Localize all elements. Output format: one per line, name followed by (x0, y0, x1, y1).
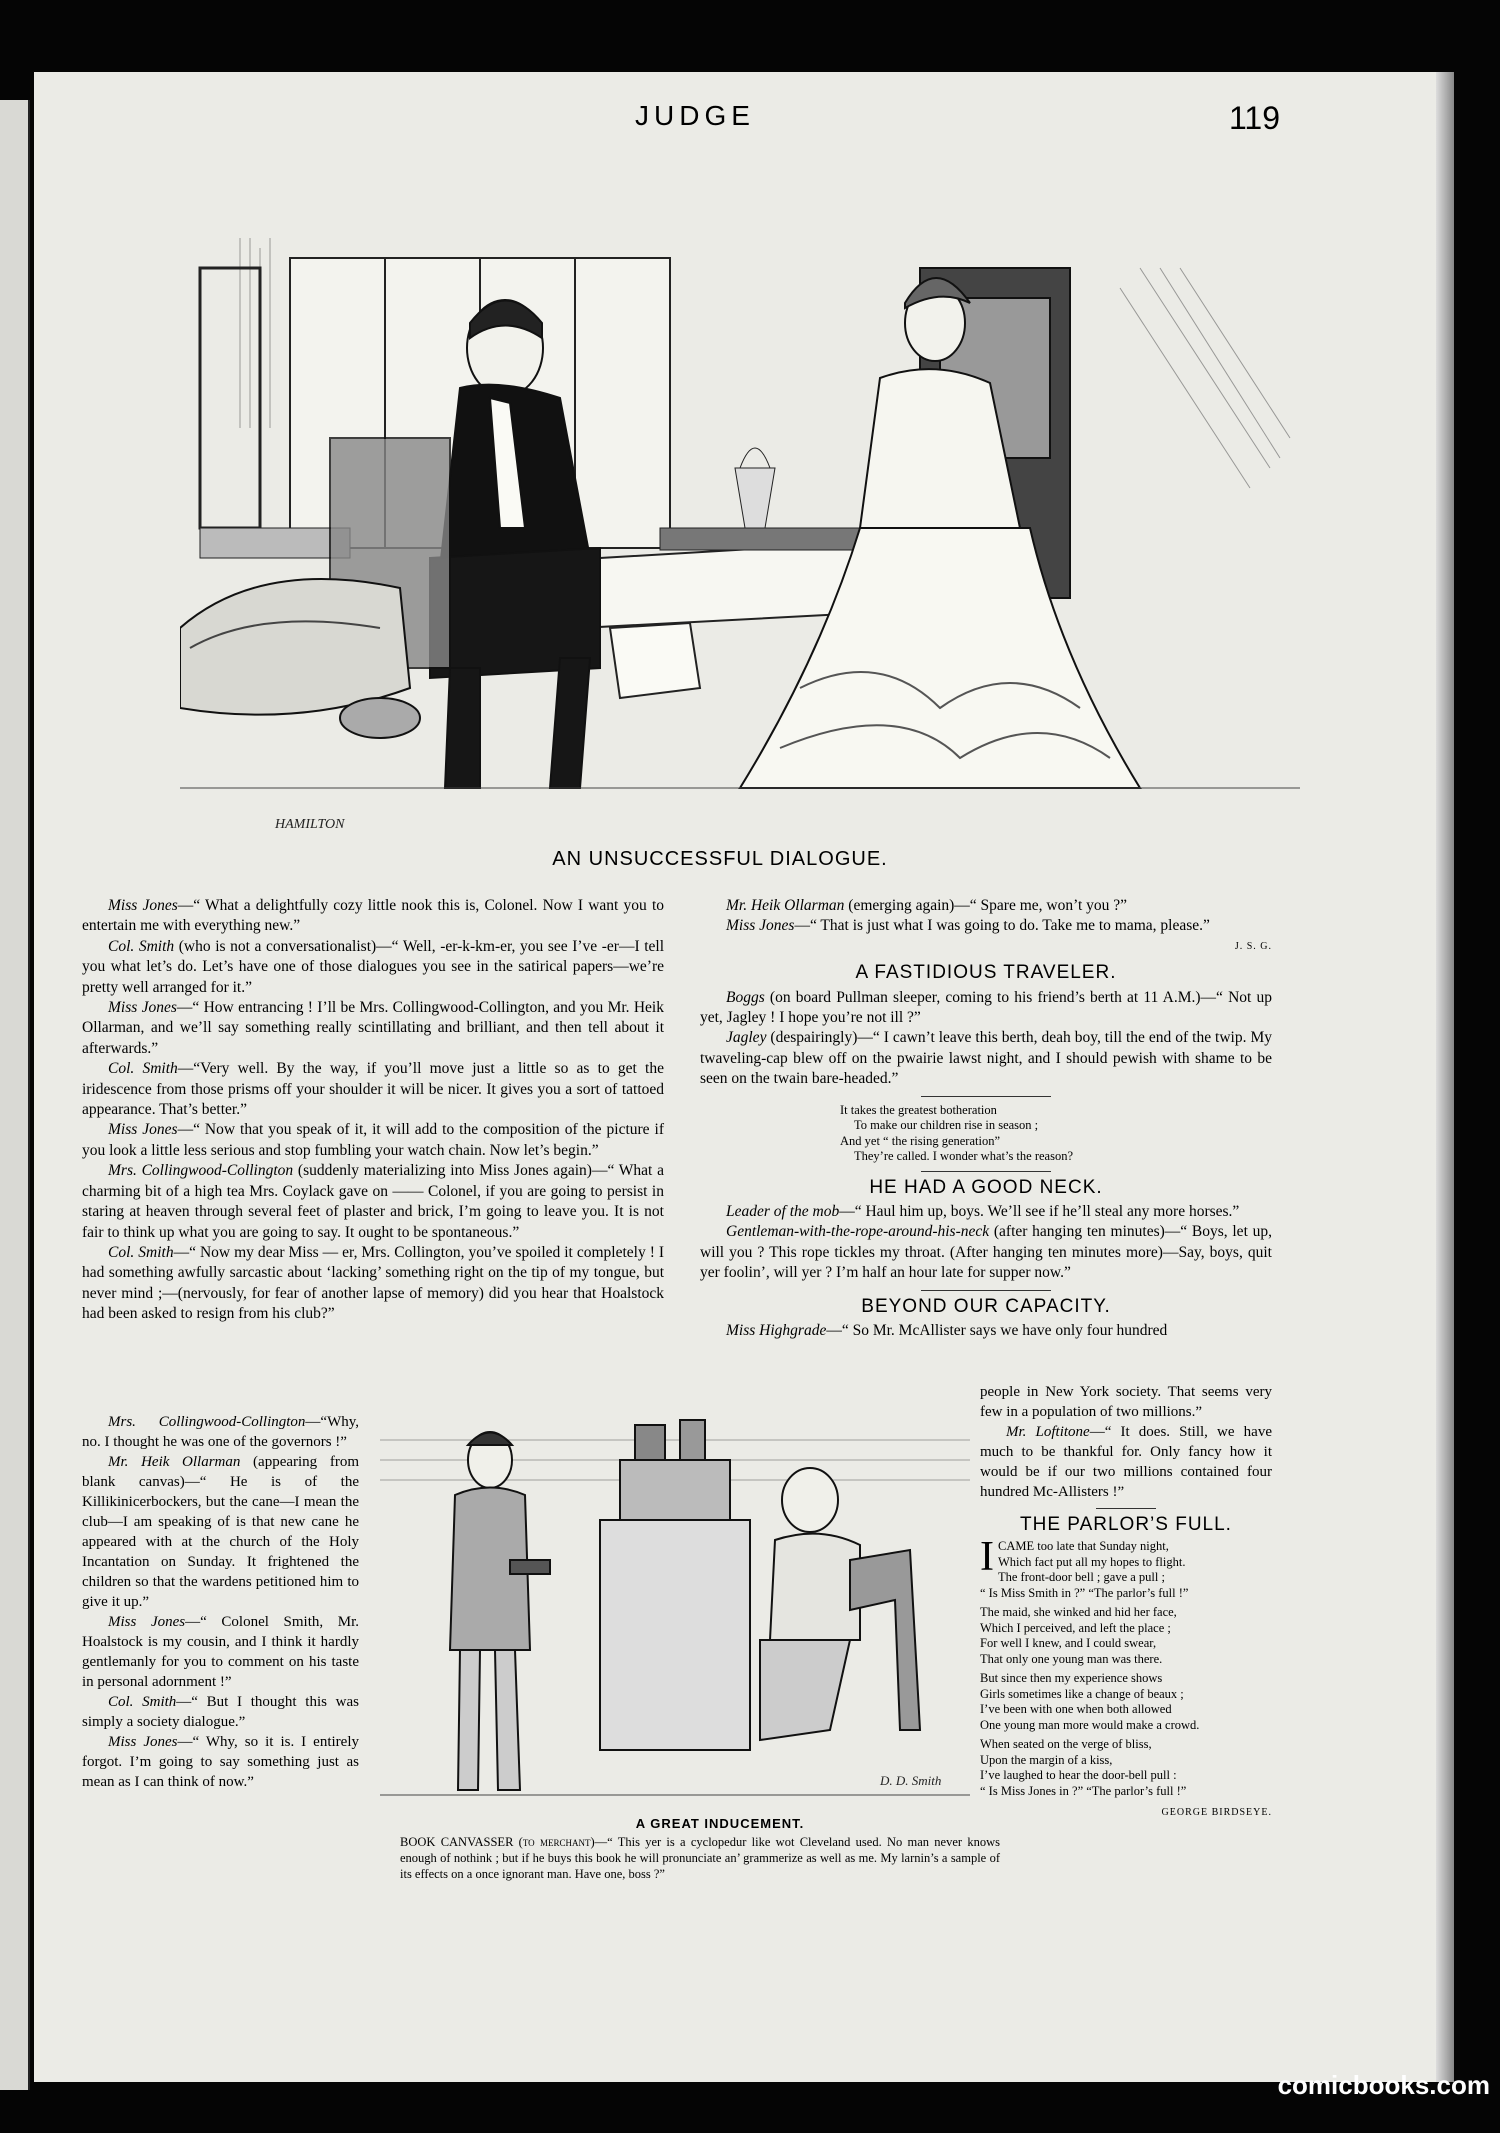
parlor-stanza: I CAME too late that Sunday night, Which fact put all my hopes to flight. The front-door bell ; gave a pull ; “ Is Miss Smith in ?” “The parlor’s full !” (980, 1534, 1189, 1600)
dialogue-paragraph: Miss Jones—“ That is just what I was going to do. Take me to mama, please.” (726, 917, 1210, 935)
neck-paragraph: Leader of the mob—“ Haul him up, boys. We’ll see if he’ll steal any more horses.” (726, 1203, 1240, 1221)
capacity-title: BEYOND OUR CAPACITY. (861, 1295, 1111, 1317)
dialogue-paragraph: Miss Jones—“ Why, so it is. I entirely forgot. I’m going to say something just as mean as I can think of now.” (82, 1734, 359, 1790)
drop-cap: I (980, 1534, 994, 1580)
article-title: AN UNSUCCESSFUL DIALOGUE. (552, 848, 888, 870)
verse: It takes the greatest botheration To make our children rise in season ; And yet “ the rising generation” They’re called. I wonder what’s the reason? (840, 1102, 1074, 1164)
dialogue-column (82, 896, 664, 1325)
traveler-title: A FASTIDIOUS TRAVELER. (855, 962, 1117, 984)
parlor-title: THE PARLOR’S FULL. (1020, 1514, 1232, 1535)
capacity-reply: Mr. Loftitone—“ It does. Still, we have much to be thankful for. Only fancy how it would be if our two millions contained four hundred Mc-Allisters !” (980, 1424, 1272, 1500)
cartoon-caption: BOOK CANVASSER (to merchant)—“ This yer is a cyclopedur like wot Cleveland used. No man never knows enough of nothink ; but if he buys this book he will pronunciate an’ grammerize as well as me. My larnin’s a sample of its effects on a once ignorant man. Have one, boss ?” (400, 1835, 1000, 1881)
divider (921, 1290, 1051, 1291)
dialogue-paragraph: Miss Jones—“ Colonel Smith, Mr. Hoalstock is my cousin, and I think it hardly gentlemanly for you to comment on his taste in personal adornment !” (82, 1614, 359, 1690)
dialogue-paragraph: Mr. Heik Ollarman (emerging again)—“ Spare me, won’t you ?” (726, 897, 1128, 914)
watermark: comicbooks.com (1277, 2070, 1490, 2100)
canvasser-illustration (380, 1400, 970, 1800)
right-narrow-column (980, 1382, 1272, 1823)
dialogue-paragraph: Miss Jones—“ How entrancing ! I’ll be Mrs. Collingwood-Collington, and you Mr. Heik Ollarman, and we’ll say something really scintillating and brilliant, and then tell about it afterwards.” (82, 999, 664, 1057)
cartoon-title: A GREAT INDUCEMENT. (635, 1816, 805, 1831)
illustration-signature: HAMILTON (275, 817, 345, 832)
divider (921, 1171, 1051, 1172)
neck-title: HE HAD A GOOD NECK. (869, 1176, 1103, 1198)
dialogue-paragraph: Col. Smith—“ Now my dear Miss — er, Mrs. Collington, you’ve spoiled it completely ! I had something awfully sarcastic about ‘lacking’ something right on the tip of my tongue, but never mind ;—(nervously, for fear of another lapse of memory) did you hear that Hoalstock had been asked to resign from his club?” (82, 1243, 665, 1323)
dialogue-paragraph: Col. Smith (who is not a conversationalist)—“ Well, -er-k-km-er, you see I’ve -er—I tell you what let’s do. Let’s have one of those dialogues you see in the satirical papers—we’re pretty well arranged for it.” (82, 937, 665, 996)
capacity-paragraph: Miss Highgrade—“ So Mr. McAllister says we have only four hundred (726, 1322, 1168, 1340)
parlor-stanza: When seated on the verge of bliss, Upon the margin of a kiss, I’ve laughed to hear the door-bell pull : “ Is Miss Jones in ?” “The parlor’s full !” (980, 1737, 1187, 1798)
divider (1096, 1508, 1156, 1509)
parlor-signature: GEORGE BIRDSEYE. (1161, 1807, 1272, 1818)
neck-paragraph: Gentleman-with-the-rope-around-his-neck (after hanging ten minutes)—“ Boys, let up, will you ? This rope tickles my throat. (After hanging ten minutes more)—Say, boys, quit yer foolin’, will yer ? I’m half an hour late for supper now.” (700, 1223, 1272, 1282)
divider (921, 1096, 1051, 1097)
page-number: 119 (1228, 100, 1280, 136)
left-page-edge (0, 100, 30, 2090)
capacity-continuation: people in New York society. That seems very few in a population of two millions.” (980, 1384, 1272, 1420)
dialogue-paragraph: Miss Jones—“ What a delightfully cozy little nook this is, Colonel. Now I want you to entertain me with everything new.” (82, 897, 664, 935)
masthead: JUDGE (635, 100, 755, 131)
dialogue-signature: J. S. G. (1234, 940, 1272, 952)
dialogue-paragraph: Col. Smith—“ But I thought this was simply a society dialogue.” (82, 1694, 359, 1730)
parlor-stanza: The maid, she winked and hid her face, Which I perceived, and left the place ; For well I knew, and I could swear, That only one young man was there. (980, 1605, 1177, 1666)
dialogue-paragraph: Mrs. Collingwood-Collington—“Why, no. I thought he was one of the governors !” (82, 1414, 359, 1450)
traveler-paragraph: Jagley (despairingly)—“ I cawn’t leave this berth, deah boy, till the end of the twip. My twaveling-cap blew off on the pwairie lawst night, and I should pewish with shame to be seen on the twain bare-headed.” (700, 1029, 1272, 1088)
dialogue-paragraph: Mrs. Collingwood-Collington (suddenly materializing into Miss Jones again)—“ What a charming bit of a high tea Mrs. Coylack gave on —— Colonel, if you are going to persist in staring at heaven through several feet of plaster and brick, I’m going to leave you. It is not fair to think up what you are going to say. It ought to be spontaneous.” (82, 1162, 664, 1241)
parlor-stanza: But since then my experience shows Girls sometimes like a change of beaux ; I’ve been with one when both allowed One young man more would make a crowd. (980, 1671, 1200, 1732)
dialogue-paragraph: Col. Smith—“Very well. By the way, if you’ll move just a little so as to get the iridescence from those prisms off your shoulder it will be nicer. It gives you a sort of tattoed appearance. That’s better.” (82, 1060, 664, 1119)
dialogue-paragraph: Mr. Heik Ollarman (appearing from blank canvas)—“ He is of the Killikinicerbockers, but the cane—I mean the club—I am speaking of is that new cane he appeared with at the church of the Holy Incantation on Sunday. It frightened the children so that the wardens petitioned him to give it up.” (82, 1454, 359, 1610)
right-column (700, 896, 1272, 1342)
traveler-paragraph: Boggs (on board Pullman sleeper, coming to his friend’s berth at 11 A.M.)—“ Not up yet, Jagley ! I hope you’re not ill ?” (700, 988, 1272, 1027)
right-page-edge (1436, 72, 1454, 2082)
parlor-illustration (180, 228, 1300, 838)
dialogue-narrow-column (82, 1412, 359, 1792)
dialogue-paragraph: Miss Jones—“ Now that you speak of it, it will add to the composition of the picture if you look a little less serious and stop fumbling your watch chain. Now let’s begin.” (82, 1121, 664, 1159)
cartoon-signature: D. D. Smith (880, 1773, 942, 1788)
